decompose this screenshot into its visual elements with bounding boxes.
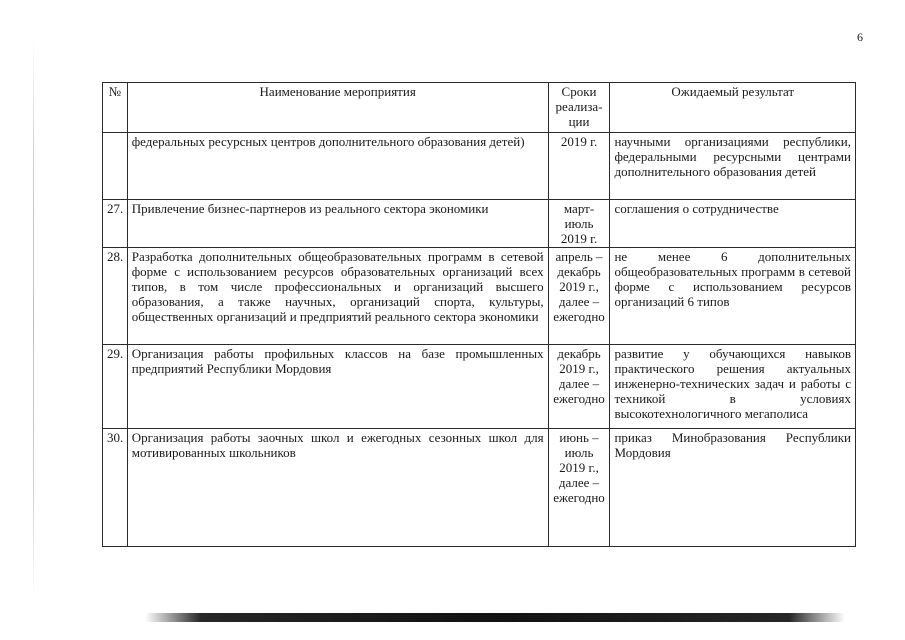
row-terms: 2019 г.: [548, 133, 610, 200]
scan-artifact-bar: [145, 613, 845, 622]
row-event: Организация работы профильных классов на базе промышленных предприятий Республики Мордовия: [127, 345, 548, 429]
row-event: Организация работы заочных школ и ежегодных сезонных школ для мотивированных школьников: [127, 429, 548, 547]
row-result: развитие у обучающихся навыков практического решения актуальных инженерно-технических задач и работы с техникой в условиях высокотехнологичного мегаполиса: [610, 345, 856, 429]
row-event: Разработка дополнительных общеобразовательных программ в сетевой форме с использованием ресурсов образовательных организаций всех типов, в том числе профессиональных и организаций высшего образования, а также научных, организаций спорта, культуры, общественных организаций и предприятий реального сектора экономики: [127, 248, 548, 345]
header-terms: Сроки реализа-ции: [548, 83, 610, 133]
row-terms: июнь – июль 2019 г., далее – ежегодно: [548, 429, 610, 547]
row-result: приказ Минобразования Республики Мордовия: [610, 429, 856, 547]
row-number: 27.: [103, 200, 128, 248]
row-event: Привлечение бизнес-партнеров из реального сектора экономики: [127, 200, 548, 248]
table-row: [103, 345, 856, 429]
table-row: [103, 248, 856, 345]
table-header-row: [103, 83, 856, 133]
scan-edge-shadow: [33, 40, 34, 600]
header-expected-result: Ожидаемый результат: [610, 83, 856, 133]
row-terms: апрель – декабрь 2019 г., далее – ежегодно: [548, 248, 610, 345]
row-result: научными организациями республики, федеральными ресурсными центрами дополнительного образования детей: [610, 133, 856, 200]
header-number: №: [103, 83, 128, 133]
row-number: 29.: [103, 345, 128, 429]
row-number: 30.: [103, 429, 128, 547]
row-terms: декабрь 2019 г., далее – ежегодно: [548, 345, 610, 429]
table-row: [103, 133, 856, 200]
row-number: 28.: [103, 248, 128, 345]
events-table: [102, 82, 856, 547]
table-row: [103, 200, 856, 248]
header-event-name: Наименование мероприятия: [127, 83, 548, 133]
row-event: федеральных ресурсных центров дополнительного образования детей): [127, 133, 548, 200]
row-terms: март-июль 2019 г.: [548, 200, 610, 248]
row-result: соглашения о сотрудничестве: [610, 200, 856, 248]
row-result: не менее 6 дополнительных общеобразовательных программ в сетевой форме с использованием ресурсов организаций 6 типов: [610, 248, 856, 345]
row-number: [103, 133, 128, 200]
page-number: 6: [857, 30, 863, 44]
table-row: [103, 429, 856, 547]
